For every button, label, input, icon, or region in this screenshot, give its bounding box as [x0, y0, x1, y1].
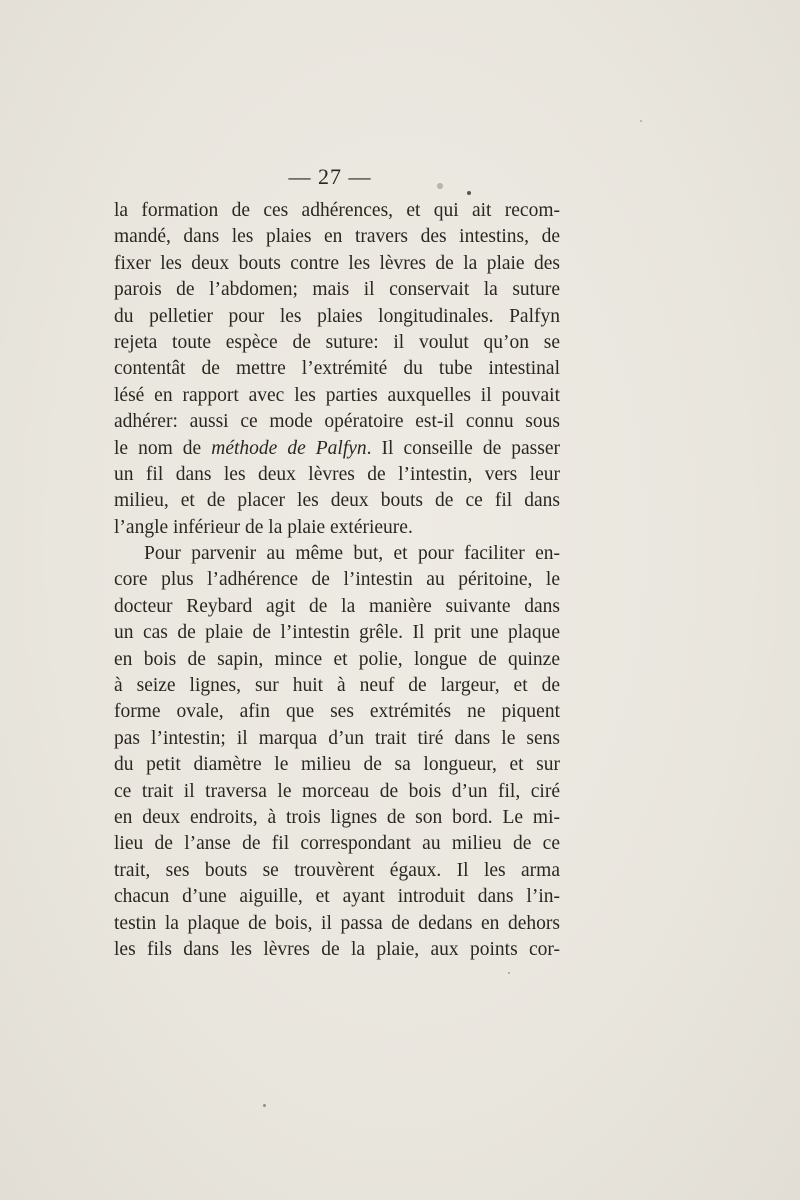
text-line: chacun d’une aiguille, et ayant introduit dans l’in-	[114, 886, 560, 908]
text-line: adhérer: aussi ce mode opératoire est-il connu sous	[114, 411, 560, 433]
text-line: forme ovale, afin que ses extrémités ne piquent	[114, 701, 560, 723]
text-line: fixer les deux bouts contre les lèvres de la plaie des	[114, 252, 560, 274]
paper-speck	[467, 191, 471, 195]
text-line: contentât de mettre l’extrémité du tube intestinal	[114, 358, 560, 380]
text-line: core plus l’adhérence de l’intestin au péritoine, le	[114, 569, 560, 591]
text-line: ce trait il traversa le morceau de bois d’un fil, ciré	[114, 780, 560, 802]
text-line: mandé, dans les plaies en travers des intestins, de	[114, 226, 560, 248]
paragraph-start-line: Pour parvenir au même but, et pour faciliter en-	[144, 543, 560, 565]
text-line: rejeta toute espèce de suture: il voulut qu’on se	[114, 331, 560, 353]
text-line: testin la plaque de bois, il passa de dedans en dehors	[114, 912, 560, 934]
text-line: du pelletier pour les plaies longitudinales. Palfyn	[114, 305, 560, 327]
text-line-with-italic	[114, 436, 560, 462]
italic-method-name: méthode de Palfyn	[211, 437, 367, 459]
text-line: du petit diamètre le milieu de sa longueur, et sur	[114, 754, 560, 776]
text-line: pas l’intestin; il marqua d’un trait tiré dans le sens	[114, 727, 560, 749]
text-line: docteur Reybard agit de la manière suivante dans	[114, 595, 560, 617]
text-line: milieu, et de placer les deux bouts de ce fil dans	[114, 490, 560, 512]
text-line: la formation de ces adhérences, et qui ait recom-	[114, 200, 560, 221]
text-line: parois de l’abdomen; mais il conservait la suture	[114, 279, 560, 301]
text-line: les fils dans les lèvres de la plaie, aux points cor-	[114, 938, 560, 960]
text-segment: le nom de	[114, 437, 212, 459]
page-number: — 27 —	[288, 164, 372, 189]
text-line: lieu de l’anse de fil correspondant au milieu de ce	[114, 833, 560, 855]
text-line: en bois de sapin, mince et polie, longue de quinze	[114, 648, 560, 670]
text-line: lésé en rapport avec les parties auxquelles il pouvait	[114, 384, 560, 406]
text-line: un fil dans les deux lèvres de l’intestin, vers leur	[114, 463, 560, 485]
paper-speck	[508, 972, 510, 974]
text-line: trait, ses bouts se trouvèrent égaux. Il les arma	[114, 859, 560, 881]
text-line: à seize lignes, sur huit à neuf de largeur, et de	[114, 675, 560, 697]
body-text	[114, 198, 560, 963]
text-segment: . Il conseille de passer	[366, 437, 560, 459]
paragraph-end-line: l’angle inférieur de la plaie extérieure.	[114, 516, 413, 538]
text-line: en deux endroits, à trois lignes de son bord. Le mi-	[114, 806, 560, 828]
paper-speck	[437, 183, 443, 189]
paper-speck	[640, 120, 642, 122]
text-line: un cas de plaie de l’intestin grêle. Il prit une plaque	[114, 622, 560, 644]
paper-speck	[263, 1104, 266, 1107]
